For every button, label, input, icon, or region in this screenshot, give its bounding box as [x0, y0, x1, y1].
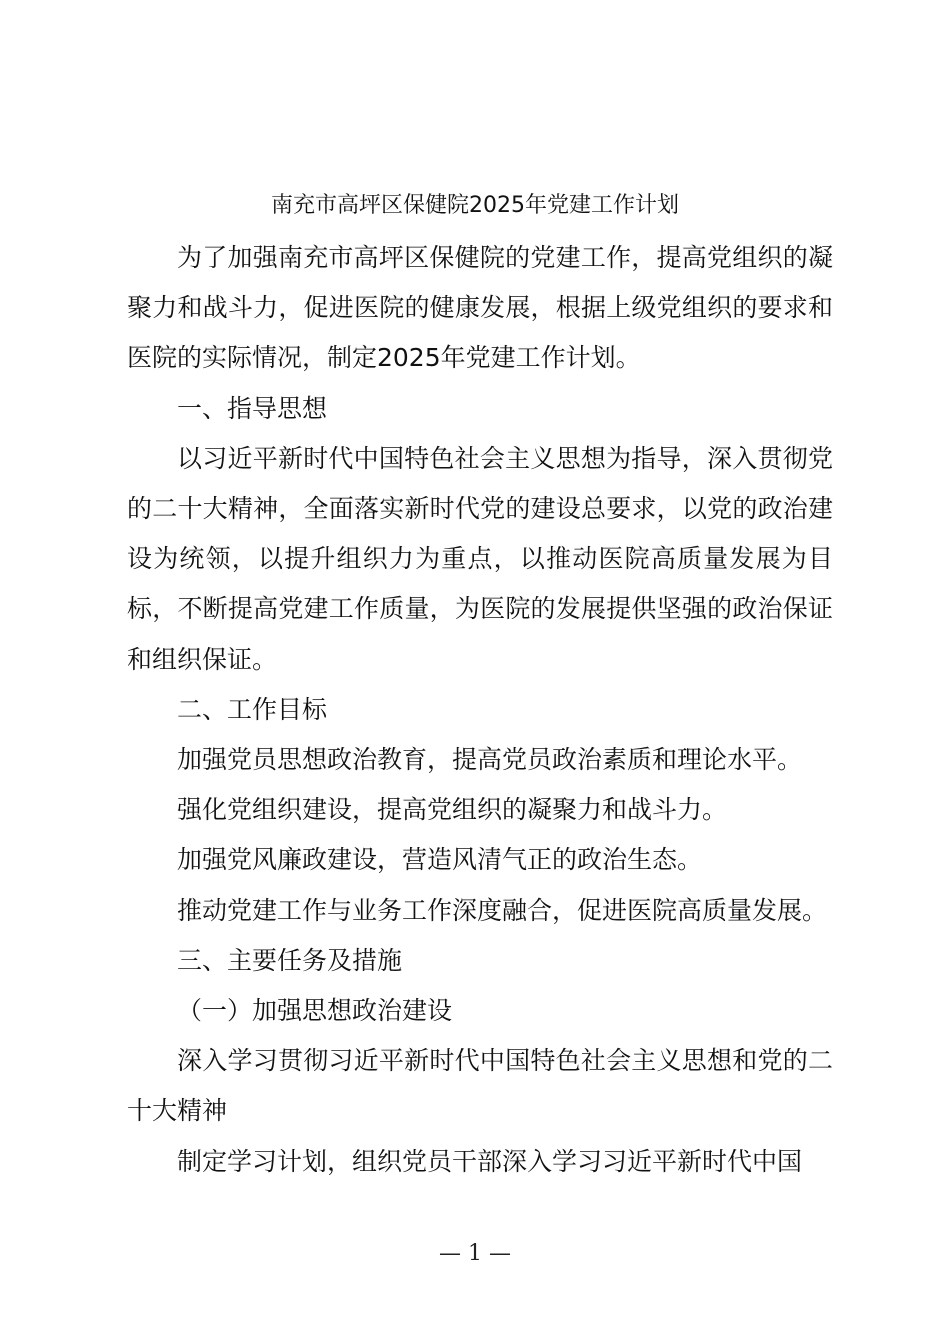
page-number: — 1 —	[439, 1241, 511, 1266]
section-heading-work-goals: 二、工作目标	[177, 694, 328, 724]
section-heading-main-tasks: 三、主要任务及措施	[177, 945, 403, 975]
subsection-heading-ideological: （一）加强思想政治建设	[177, 996, 453, 1026]
goal-item: 加强党风廉政建设，营造风清气正的政治生态。	[177, 845, 703, 875]
paragraph-study: 深入学习贯彻习近平新时代中国特色社会主义思想和党的二十大精神	[127, 1046, 833, 1126]
document-body	[127, 233, 833, 1187]
goal-item: 加强党员思想政治教育，提高党员政治素质和理论水平。	[177, 745, 803, 775]
paragraph-intro: 为了加强南充市高坪区保健院的党建工作，提高党组织的凝聚力和战斗力，促进医院的健康发展，根据上级党组织的要求和医院的实际情况，制定2025年党建工作计划。	[127, 243, 833, 373]
goal-item: 推动党建工作与业务工作深度融合，促进医院高质量发展。	[177, 895, 828, 925]
paragraph-guiding-ideology: 以习近平新时代中国特色社会主义思想为指导，深入贯彻党的二十大精神，全面落实新时代党的建设总要求，以党的政治建设为统领，以提升组织力为重点，以推动医院高质量发展为目标，不断提高党建工作质量，为医院的发展提供坚强的政治保证和组织保证。	[127, 443, 833, 674]
paragraph-study-plan: 制定学习计划，组织党员干部深入学习习近平新时代中国	[177, 1146, 803, 1176]
section-heading-guiding-ideology: 一、指导思想	[177, 393, 328, 423]
document-title: 南充市高坪区保健院2025年党建工作计划	[271, 193, 679, 218]
goal-item: 强化党组织建设，提高党组织的凝聚力和战斗力。	[177, 795, 728, 825]
